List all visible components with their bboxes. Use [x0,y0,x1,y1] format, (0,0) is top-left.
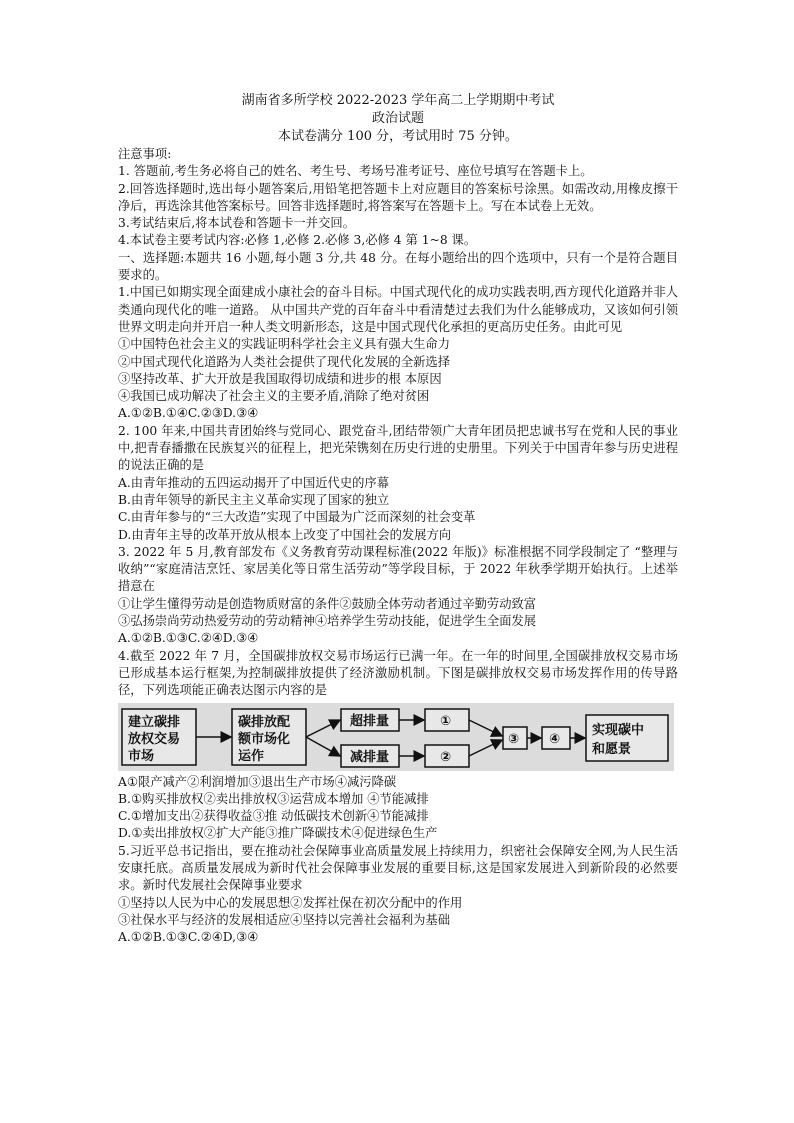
answer-option: B.①购买排放权②卖出排放权③运营成本增加 ④节能减排 [118,791,429,806]
answer-choices: A.①②B.①③C.②④D.③④ [118,631,259,646]
carbon-market-flow-diagram [118,703,674,771]
box-quota-market-line3: 运作 [238,748,265,764]
statement: ①坚持以人民为中心的发展思想②发挥社保在初次分配中的作用 [118,895,463,910]
question-stem: 1.中国已如期实现全面建成小康社会的奋斗目标。中国式现代化的成功实践表明,西方现代化道路并非人类通向现代化的唯一道路。 从中国共产党的百年奋斗中看清楚过去我们为什么能够成功，又该如何引领世界文明走向并开启一种人类文明新形态，这是中国式现代化承担的更高历史任务。由此可见 [118,285,678,334]
statement: ④我国已成功解决了社会主义的主要矛盾,消除了绝对贫困 [118,389,430,404]
box-build-market-line2: 放权交易 [128,731,181,747]
note-item: 2.回答选择题时,选出每小题答案后,用铅笔把答题卡上对应题目的答案标号涂黑。如需改动,用橡皮擦干净后，再选涂其他答案标号。回答非选择题时,将答案写在答题卡上。写在本试卷上无效。 [118,181,678,213]
question-stem: 3. 2022 年 5 月,教育部发布《义务教育劳动课程标准(2022 年版)》标准根据不同学段制定了 “整理与收纳”“家庭清洁烹饪、家居美化等日常生活劳动”等学段目标，于 2022 年秋季学期开始执行。上述举措意在 [118,544,678,594]
box-build-market-line3: 市场 [128,748,155,764]
section-intro: 一、选择题:本题共 16 小题,每小题 3 分,共 48 分。在每小题给出的四个选项中，只有一个是符合题目要求的。 [118,250,678,283]
box-quota-market-line2: 额市场化 [238,731,291,747]
answer-choices: A.①②B.①③C.②④D,③④ [118,930,259,945]
note-item: 3.考试结束后,将本试卷和答题卡一并交回。 [118,216,355,231]
box-blank-3-label: ③ [508,731,520,747]
arrow [306,720,340,737]
box-blank-1-label: ① [440,713,452,729]
answer-option: A①限产减产②利润增加③退出生产市场④减污降碳 [118,774,397,789]
statement: ③社保水平与经济的发展相适应④坚持以完善社会福利为基础 [118,912,451,927]
box-blank-4-label: ④ [549,731,561,747]
exam-title: 湖南省多所学校 2022-2023 学年高二上学期期中考试 [241,93,555,108]
answer-option: D.①卖出排放权②扩大产能③推广降碳技术④促进绿色生产 [118,826,438,841]
answer-option: C.①增加支出②获得收益③推 动低碳技术创新④节能减排 [118,809,429,824]
answer-option: C.由青年参与的“三大改造”实现了中国最为广泛而深刻的社会变革 [118,510,476,525]
box-reduction-label: 减排量 [350,749,390,765]
statement: ①让学生懂得劳动是创造物质财富的条件②鼓励全体劳动者通过辛勤劳动致富 [118,596,537,611]
box-quota-market-line1: 碳排放配 [238,714,291,730]
statement: ③坚持改革、扩大开放是我国取得切成绩和进步的根 本原因 [118,371,442,386]
exam-subject: 政治试题 [371,111,424,126]
box-carbon-goal-line2: 和愿景 [592,741,632,757]
box-build-market-line1: 建立碳排 [128,714,181,730]
question-stem: 2. 100 年来,中国共青团始终与党同心、跟党奋斗,团结带领广大青年团员把忠诚书写在党和人民的事业中,把青春播撒在民族复兴的征程上，把光荣镌刻在历史行进的史册里。下列关于中国青年参与历史进程的说法正确的是 [118,423,678,473]
flow-diagram-svg [118,703,674,771]
box-excess-emission-label: 超排量 [350,713,390,729]
answer-option: A.由青年推动的五四运动揭开了中国近代史的序幕 [118,475,390,490]
notes-heading: 注意事项: [118,147,172,161]
note-item: 1. 答题前,考生务必将自己的姓名、考生号、考场号准考证号、座位号填写在答题卡上。 [118,164,593,179]
exam-meta: 本试卷满分 100 分，考试用时 75 分钟。 [278,129,518,144]
answer-option: B.由青年领导的新民主主义革命实现了国家的独立 [118,492,390,507]
statement: ②中国式现代化道路为人类社会提供了现代化发展的全新选择 [118,354,451,369]
box-blank-2-label: ② [440,749,452,765]
answer-option: D.由青年主导的改革开放从根本上改变了中国社会的发展方向 [118,527,452,542]
question-stem: 4.截至 2022 年 7 月，全国碳排放权交易市场运行已满一年。在一年的时间里,全国碳排放权交易市场已形成基本运行框架,为控制碳排放提供了经济激励机制。下图是碳排放权交易市场发挥作用的传导路径，下列选项能正确表达图示内容的是 [118,648,678,698]
statement: ③弘扬崇尚劳动热爱劳动的劳动精神④培养学生劳动技能，促进学生全面发展 [118,614,537,629]
note-item: 4.本试卷主要考试内容:必修 1,必修 2.必修 3,必修 4 第 1~8 课。 [118,233,477,248]
answer-choices: A.①②B.①④C.②③D.③④ [118,406,259,421]
question-stem: 5.习近平总书记指出，要在推动社会保障事业高质量发展上持续用力，织密社会保障安全网,为人民生活安康托底。高质量发展成为新时代社会保障事业发展的重要目标,这是国家发展进入到新阶段的必然要求。新时代发展社会保障事业要求 [118,843,678,893]
arrow [469,740,502,756]
exam-page [118,92,678,946]
box-carbon-goal-line1: 实现碳中 [592,722,645,738]
statement: ①中国特色社会主义的实践证明科学社会主义具有强大生命力 [118,337,451,352]
arrow [306,737,340,756]
arrow [469,720,502,736]
